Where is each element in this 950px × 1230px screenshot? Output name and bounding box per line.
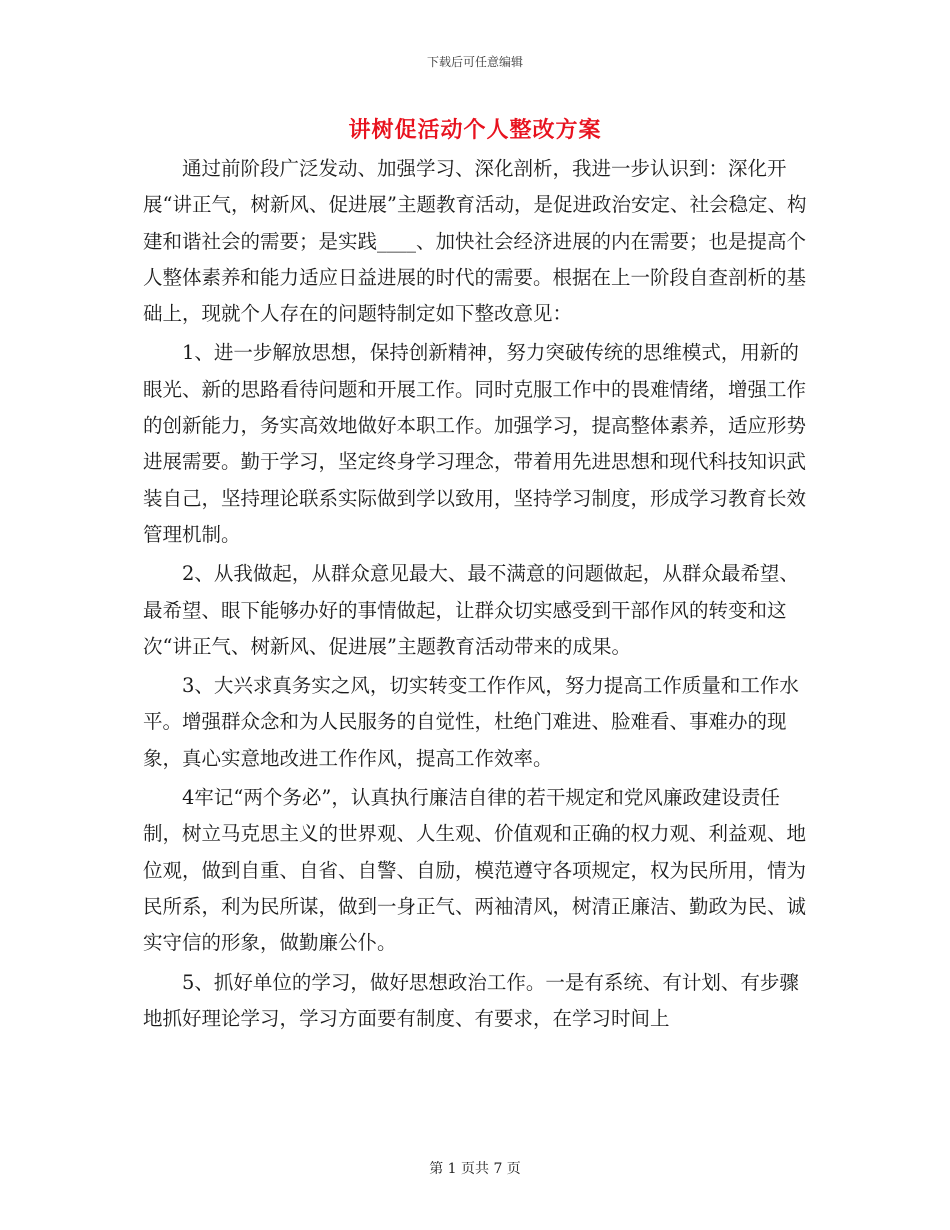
paragraph-item-1: [143, 335, 813, 553]
paragraph-text: 1、进一步解放思想，保持创新精神，努力突破传统的思维模式，用新的眼光、新的思路看待问题和开展工作。同时克服工作中的畏难情绪，增强工作的创新能力，务实高效地做好本职工作。加强学习，提高整体素养，适应形势进展需要。勤于学习，坚定终身学习理念，带着用先进思想和现代科技知识武装自己，坚持理论联系实际做到学以致用，坚持学习制度，形成学习教育长效管理机制。: [143, 341, 807, 546]
header-note: 下载后可任意编辑: [426, 55, 523, 69]
paragraph-text: 2、从我做起，从群众意见最大、最不满意的问题做起，从群众最希望、最希望、眼下能够办好的事情做起，让群众切实感受到干部作风的转变和这次“讲正气、树新风、促进展”主题教育活动带来的成果。: [143, 562, 799, 658]
paragraph-item-2: [143, 556, 813, 665]
paragraph-item-4: [143, 780, 813, 961]
paragraph-text: 5、抓好单位的学习，做好思想政治工作。一是有系统、有计划、有步骤地抓好理论学习，学习方面要有制度、有要求，在学习时间上: [143, 970, 799, 1030]
document-title: 讲树促活动个人整改方案: [348, 117, 602, 143]
paragraph-intro: [143, 151, 813, 332]
page-footer: 第 1 页共 7 页: [429, 1161, 521, 1177]
document-body: [143, 151, 813, 1040]
paragraph-item-3: [143, 668, 813, 777]
paragraph-item-5: [143, 965, 813, 1038]
paragraph-text: 4牢记“两个务必”，认真执行廉洁自律的若干规定和党风廉政建设责任制，树立马克思主义的世界观、人生观、价值观和正确的权力观、利益观、地位观，做到自重、自省、自警、自励，模范遵守各项规定，权为民所用，情为民所系，利为民所谋，做到一身正气、两袖清风，树清正廉洁、勤政为民、诚实守信的形象，做勤廉公仆。: [143, 786, 807, 955]
paragraph-text: 3、大兴求真务实之风，切实转变工作作风，努力提高工作质量和工作水平。增强群众念和为人民服务的自觉性，杜绝门难进、脸难看、事难办的现象，真心实意地改进工作作风，提高工作效率。: [143, 674, 799, 770]
paragraph-text: 通过前阶段广泛发动、加强学习、深化剖析，我进一步认识到：深化开展“讲正气，树新风、促进展”主题教育活动，是促进政治安定、社会稳定、构建和谐社会的需要；是实践____、加快社会经济进展的内在需要；也是提高个人整体素养和能力适应日益进展的时代的需要。根据在上一阶段自查剖析的基础上，现就个人存在的问题特制定如下整改意见：: [143, 157, 807, 326]
